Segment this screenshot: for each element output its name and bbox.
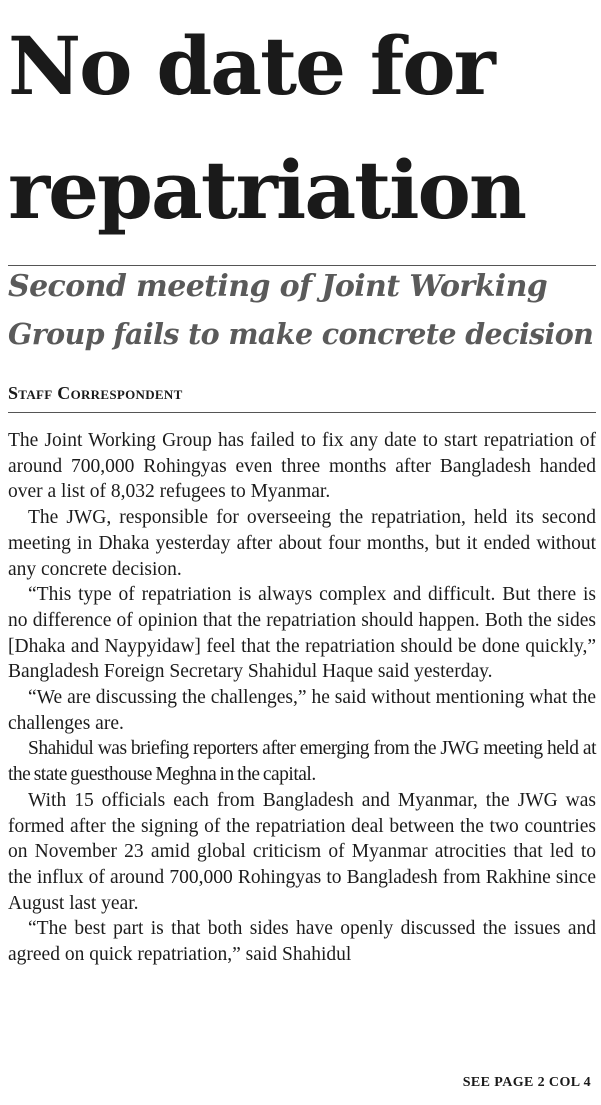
headline-line-2: repatriation — [8, 143, 526, 237]
paragraph-7: “The best part is that both sides have openly discussed the issues and agreed on quick repatriation,” said Shahidul — [8, 918, 596, 966]
subheadline-line-1: Second meeting of Joint Working — [8, 269, 548, 304]
article-body — [8, 428, 596, 968]
paragraph-6: With 15 officials each from Bangladesh and Myanmar, the JWG was formed after the signing of the repatriation deal between the two countries on November 23 amid global criticism of Myanmar atrocities that led to the influx of around 700,000 Rohingyas to Bangladesh from Rakhine since August last year. — [8, 789, 596, 914]
paragraph-3: “This type of repatriation is always complex and difficult. But there is no difference of opinion that the repatriation should happen. Both the sides [Dhaka and Naypyidaw] feel that the repatriation should be done quickly,” Bangladesh Foreign Secretary Shahidul Haque said yesterday. — [8, 584, 596, 683]
paragraph-1: The Joint Working Group has failed to fix any date to start repatriation of around 700,000 Rohingyas even three months after Bangladesh handed over a list of 8,032 refugees to Myanmar. — [8, 430, 596, 503]
subheadline-line-2: Group fails to make concrete decision — [8, 317, 594, 351]
headline-divider — [8, 265, 596, 266]
headline-line-1: No date for — [8, 19, 494, 113]
byline: Staff Correspondent — [8, 383, 183, 403]
paragraph-5: Shahidul was briefing reporters after emerging from the JWG meeting held at the state guesthouse Meghna in the capital. — [8, 738, 596, 786]
continued-jump-line: SEE PAGE 2 COL 4 — [462, 1075, 591, 1090]
byline-divider — [8, 412, 596, 413]
paragraph-4: “We are discussing the challenges,” he said without mentioning what the challenges are. — [8, 687, 596, 734]
paragraph-2: The JWG, responsible for overseeing the repatriation, held its second meeting in Dhaka yesterday after about four months, but it ended without any concrete decision. — [8, 507, 596, 580]
